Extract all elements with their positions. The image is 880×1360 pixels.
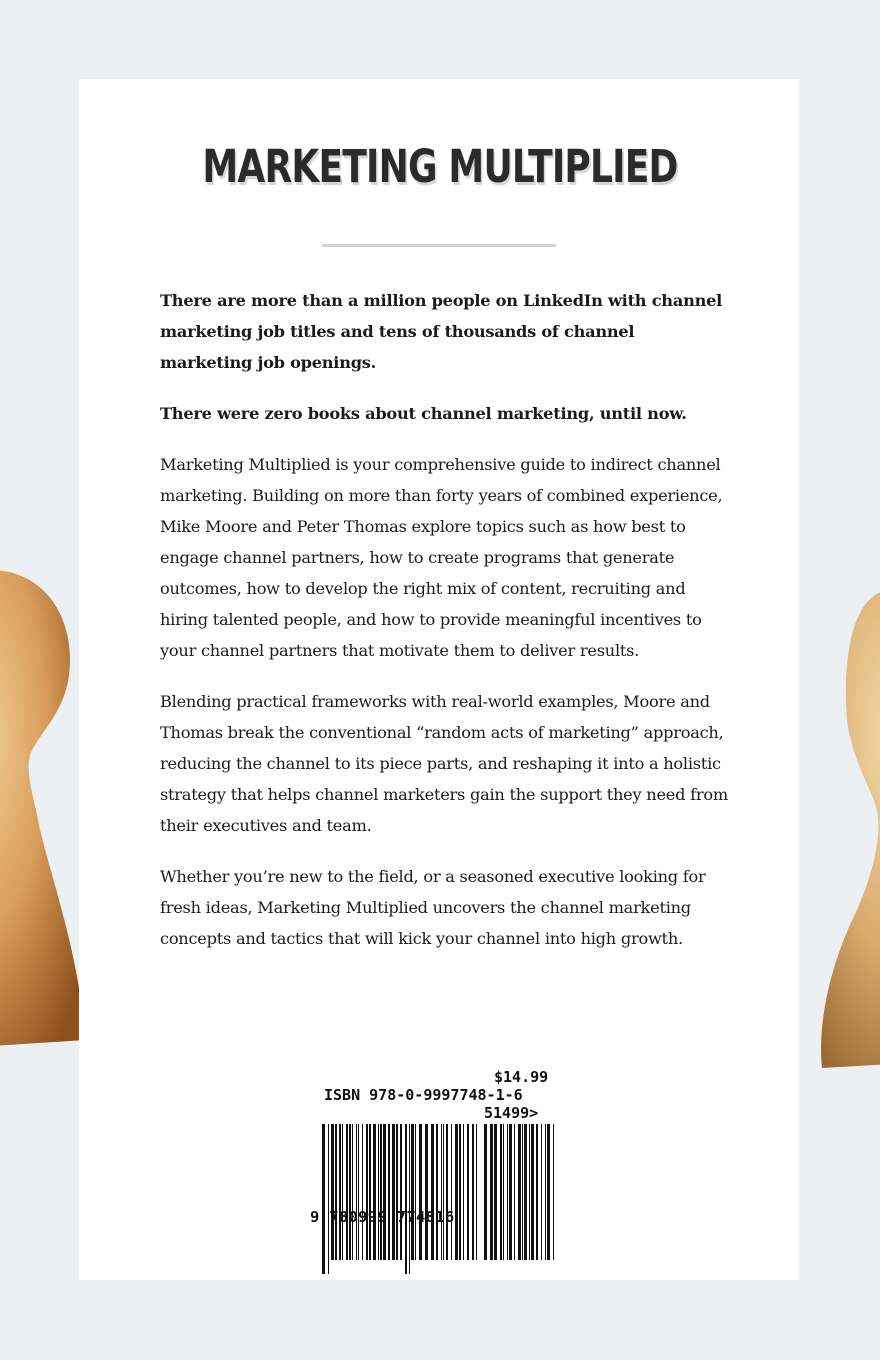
cover-description [160, 285, 730, 974]
barcode-bar [455, 1124, 458, 1260]
barcode-bar [331, 1124, 334, 1260]
barcode-bar [529, 1124, 530, 1260]
barcode-bar [400, 1124, 402, 1260]
title-divider [322, 244, 556, 247]
barcode-bar [322, 1124, 325, 1274]
wooden-pawn-right-image [812, 590, 880, 1080]
description-paragraph: Marketing Multiplied is your comprehensive guide to indirect channel marketing. Building on more than forty years of combined experience, Mike Moore and Peter Thomas explore topics such as how best to engage channel partners, how to create programs that generate outcomes, how to develop the right mix of content, recruiting and hiring talented people, and how to provide meaningful incentives to your channel partners that motivate them to deliver results. [160, 455, 723, 660]
wooden-pawn-left-image [0, 560, 90, 1050]
barcode-bar [380, 1124, 382, 1260]
barcode-bar [335, 1124, 337, 1260]
barcode-bar [472, 1124, 474, 1260]
barcode-bar [396, 1124, 398, 1260]
barcode-bar [522, 1124, 523, 1260]
barcode-bar [356, 1124, 357, 1260]
barcode-bar [378, 1124, 379, 1260]
barcode-bar [484, 1124, 487, 1260]
barcode-bar [358, 1124, 359, 1260]
barcode-bar [541, 1124, 542, 1260]
barcode-bar [547, 1124, 550, 1260]
barcode-bar [392, 1124, 395, 1260]
barcode-bar [514, 1124, 515, 1260]
addon-barcode-bars [484, 1124, 556, 1274]
barcode-bar [349, 1124, 351, 1260]
barcode-bar [476, 1124, 477, 1260]
price-addon-digits: 51499> [484, 1104, 539, 1122]
barcode-bar [503, 1124, 504, 1260]
barcode-bar [383, 1124, 386, 1260]
barcode-bar [415, 1124, 416, 1260]
barcode-bar [446, 1124, 448, 1260]
price-label: $14.99 [494, 1068, 549, 1086]
barcode-bar [467, 1124, 469, 1260]
barcode-bar [441, 1124, 442, 1260]
book-title: MARKETING MULTIPLIED [202, 140, 678, 193]
barcode-bar [425, 1124, 428, 1260]
barcode-bar [459, 1124, 461, 1260]
barcode-bar [342, 1124, 343, 1260]
barcode-bar [431, 1124, 434, 1260]
barcode-bar [436, 1124, 438, 1260]
barcode-bar [339, 1124, 341, 1260]
barcode-bar [451, 1124, 452, 1260]
barcode-bar [346, 1124, 348, 1260]
barcode-bar [524, 1124, 527, 1260]
isbn-label: ISBN 978-0-9997748-1-6 [324, 1086, 523, 1104]
barcode-bar [553, 1124, 554, 1260]
barcode-bar [443, 1124, 444, 1260]
barcode-bar [536, 1124, 538, 1260]
barcode-bar [419, 1124, 422, 1260]
barcode-bar [490, 1124, 493, 1260]
barcode-bar [509, 1124, 512, 1260]
description-paragraph: There are more than a million people on LinkedIn with channel marketing job titles and tens of thousands of channel marketing job openings. [160, 291, 723, 372]
barcode-bar [518, 1124, 521, 1260]
barcode-bar [411, 1124, 414, 1260]
barcode-bar [388, 1124, 390, 1260]
barcode-bar [328, 1124, 329, 1274]
barcode-bar [500, 1124, 502, 1260]
barcode-bar [531, 1124, 534, 1260]
barcode-bar [507, 1124, 508, 1260]
barcode-bar [545, 1124, 546, 1260]
barcode-bar [463, 1124, 464, 1260]
barcode-bar [362, 1124, 363, 1260]
isbn-barcode [310, 1066, 570, 1236]
barcode-bar [405, 1124, 407, 1274]
barcode-bar [369, 1124, 371, 1260]
barcode-bar [373, 1124, 376, 1260]
barcode-bar [366, 1124, 368, 1260]
ean-barcode-bars [322, 1124, 478, 1274]
description-paragraph: There were zero books about channel marketing, until now. [160, 404, 687, 423]
barcode-bar [352, 1124, 353, 1260]
barcode-bar [409, 1124, 410, 1274]
description-paragraph: Blending practical frameworks with real-world examples, Moore and Thomas break the conventional “random acts of marketing” approach, reducing the channel to its piece parts, and reshaping it into a holistic strategy that helps channel marketers gain the support they need from their executives and team. [160, 692, 728, 835]
description-paragraph: Whether you’re new to the field, or a seasoned executive looking for fresh ideas, Marketing Multiplied uncovers the channel marketing concepts and tactics that will kick your channel into high growth. [160, 867, 706, 948]
barcode-bar [494, 1124, 497, 1260]
ean-digits: 9 780999 774816 [310, 1208, 455, 1226]
